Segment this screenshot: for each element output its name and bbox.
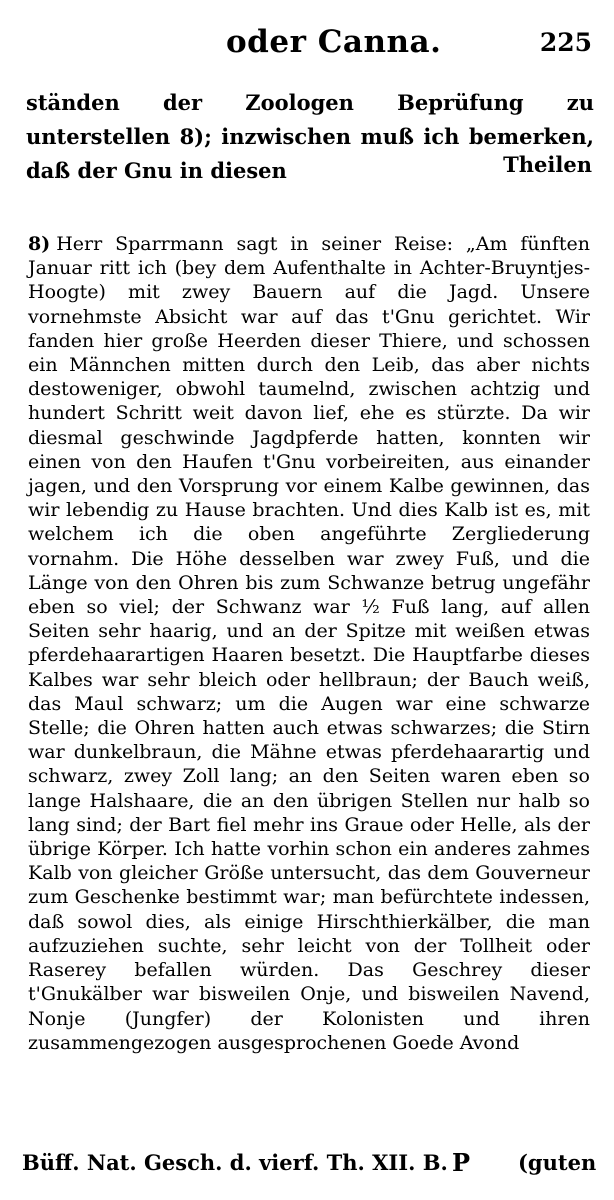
page-header xyxy=(0,18,614,64)
signature-mark: P xyxy=(452,1148,471,1177)
page-number: 225 xyxy=(539,28,592,57)
signature-line: Büff. Nat. Gesch. d. vierf. Th. XII. B. xyxy=(22,1150,448,1175)
page-footer xyxy=(0,1148,614,1188)
footnote-number: 8) xyxy=(28,233,51,255)
footnote xyxy=(28,232,590,1055)
catchword-top: Theilen xyxy=(503,152,592,177)
footnote-text: Herr Sparrmann sagt in seiner Reise: „Am fünften Januar ritt ich (bey dem Aufenthalte in Achter-Bruyntjes-Hoogte) mit zwey Bauern auf die Jagd. Unsere vornehmste Absicht war auf das t'Gnu gerichtet. Wir fanden hier große Heerden dieser Thiere, und schossen ein Männchen mitten durch den Leib, das aber nichts destoweniger, obwohl taumelnd, zwischen achtzig und hundert Schritt weit davon lief, ehe es stürzte. Da wir diesmal geschwinde Jagdpferde hatten, konnten wir einen von den Haufen t'Gnu vorbeireiten, aus einander jagen, und den Vorsprung vor einem Kalbe gewinnen, das wir lebendig zu Hause brachten. Und dies Kalb ist es, mit welchem ich die oben angeführte Zergliederung vornahm. Die Höhe desselben war zwey Fuß, und die Länge von den Ohren bis zum Schwanze betrug ungefähr eben so viel; der Schwanz war ½ Fuß lang, auf allen Seiten sehr haarig, und an der Spitze mit weißen etwas pferdehaarartigen Haaren besetzt. Die Hauptfarbe dieses Kalbes war sehr bleich oder hellbraun; der Bauch weiß, das Maul schwarz; um die Augen war eine schwarze Stelle; die Ohren hatten auch etwas schwarzes; die Stirn war dunkelbraun, die Mähne etwas pferdehaarartig und schwarz, zwey Zoll lang; an den Seiten waren eben so lange Halshaare, die an den übrigen Stellen nur halb so lang sind; der Bart fiel mehr ins Graue oder Helle, als der übrige Körper. Ich hatte vorhin schon ein anderes zahmes Kalb von gleicher Größe untersucht, das dem Gouverneur zum Geschenke bestimmt war; man befürchtete indessen, daß sowol dies, als einige Hirschthierkälber, die man aufzuziehen suchte, sehr leicht von der Tollheit oder Raserey befallen würden. Das Geschrey dieser t'Gnukälber war bisweilen Onje, und bisweilen Navend, Nonje (Jungfer) der Kolonisten und ihren zusammengezogen ausgesprochenen Goede Avond xyxy=(28,233,590,1054)
running-title: oder Canna. xyxy=(226,24,442,60)
main-text-paragraph: ständen der Zoologen Beprüfung zu unterstellen 8); inzwischen muß ich bemerken, daß der Gnu in diesen xyxy=(26,90,594,183)
catchword-bottom: (guten xyxy=(518,1150,597,1175)
